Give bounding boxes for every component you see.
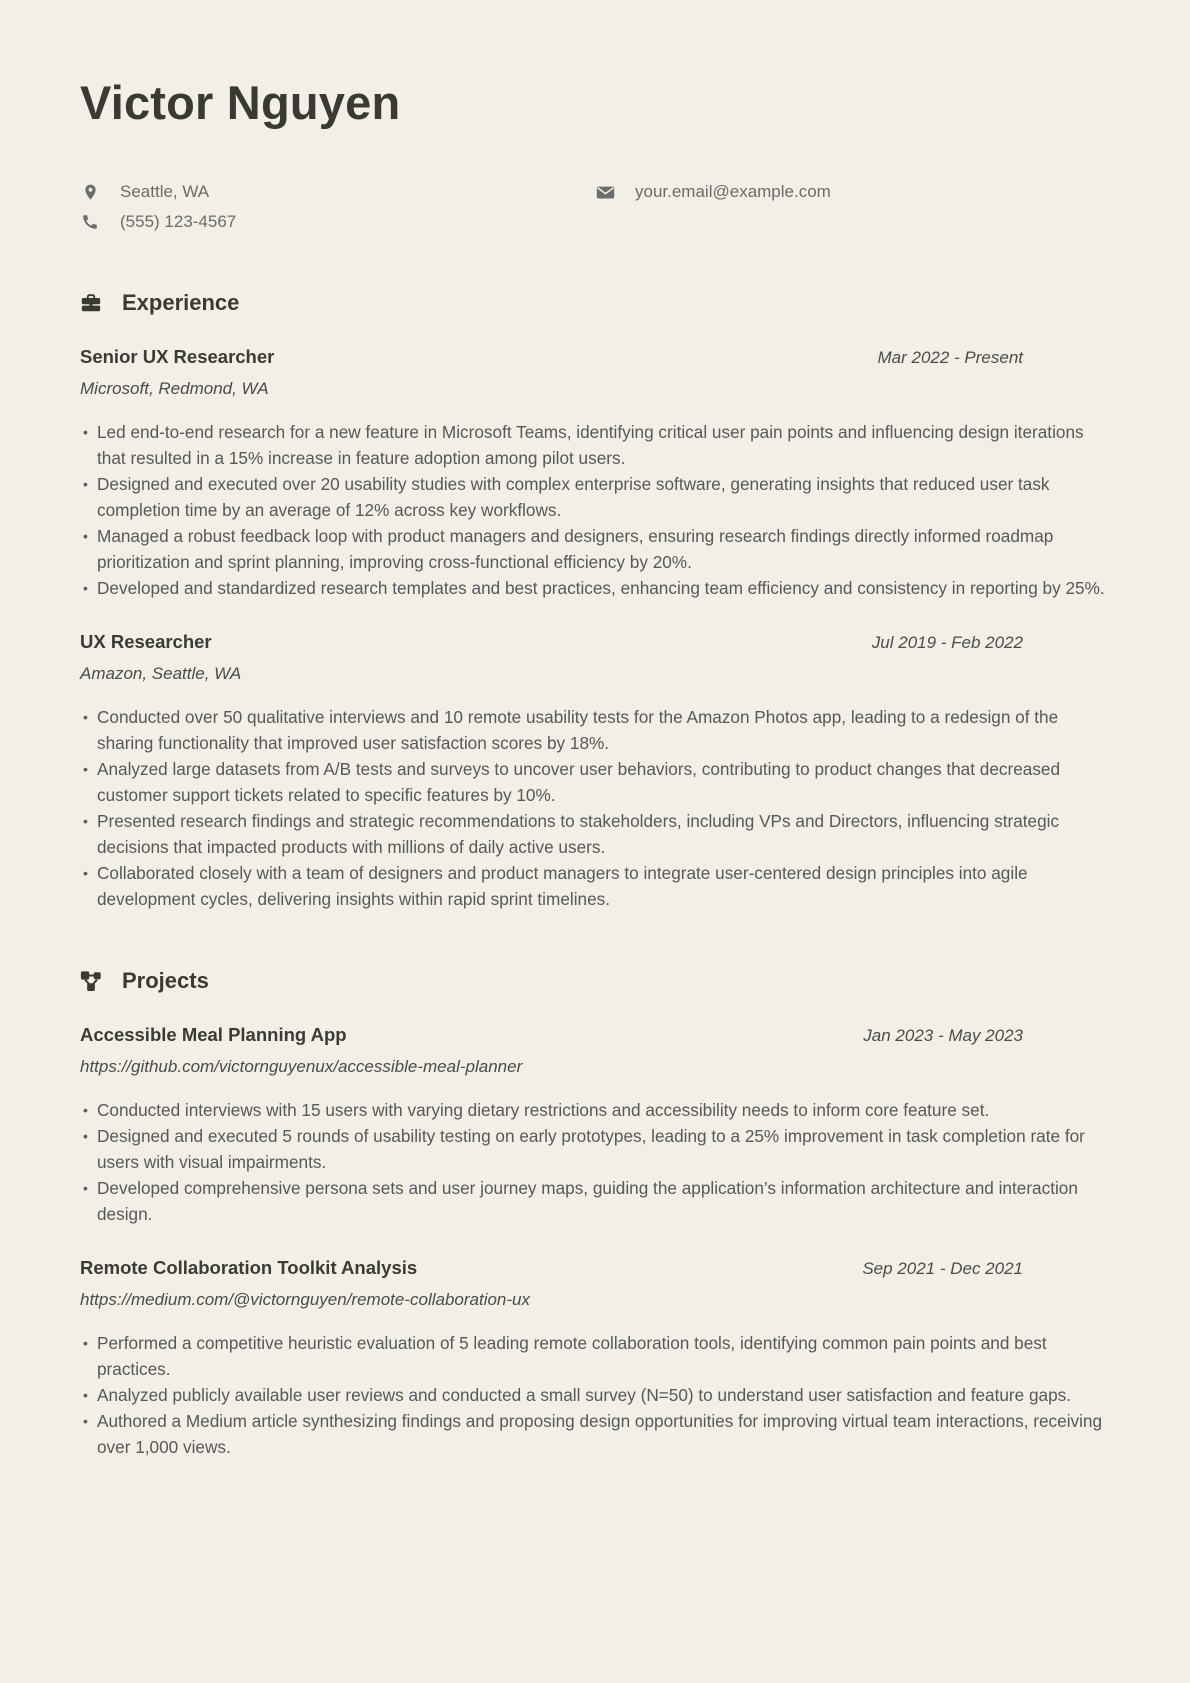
location-pin-icon [80, 183, 100, 202]
section-title: Experience [122, 290, 240, 316]
bullet-item: • Analyzed publicly available user reviews and conducted a small survey (N=50) to understand user satisfaction and feature gaps. [80, 1382, 1110, 1408]
contact-location-text: Seattle, WA [120, 182, 210, 202]
entry-subtitle: Microsoft, Redmond, WA [80, 379, 269, 399]
bullet-item: • Analyzed large datasets from A/B tests and surveys to uncover user behaviors, contributing to product changes that decreased customer support tickets related to specific features by 10%. [80, 756, 1110, 808]
entry-url: https://github.com/victornguyenux/accessible-meal-planner [80, 1057, 523, 1077]
entry-head [80, 1024, 1110, 1046]
experience-entry [80, 346, 1110, 601]
contact-email [595, 182, 1110, 202]
experience-entry [80, 631, 1110, 912]
contact-email-text: your.email@example.com [635, 182, 831, 202]
bullet-item: • Developed and standardized research templates and best practices, enhancing team efficiency and consistency in reporting by 25%. [80, 575, 1110, 601]
section-projects [80, 968, 1110, 1460]
bullet-item: • Conducted over 50 qualitative interviews and 10 remote usability tests for the Amazon Photos app, leading to a redesign of the sharing functionality that improved user satisfaction scores by 18%. [80, 704, 1110, 756]
bullet-item: • Managed a robust feedback loop with product managers and designers, ensuring research findings directly informed roadmap prioritization and sprint planning, improving cross-functional efficiency by 20%. [80, 523, 1110, 575]
section-experience [80, 290, 1110, 912]
section-header-projects [80, 968, 1110, 994]
entry-head [80, 1257, 1110, 1279]
entry-title: Remote Collaboration Toolkit Analysis [80, 1257, 418, 1279]
bullet-item: • Presented research findings and strategic recommendations to stakeholders, including VPs and Directors, influencing strategic decisions that impacted products with millions of daily active users. [80, 808, 1110, 860]
bullet-list [80, 419, 1110, 601]
project-entry [80, 1024, 1110, 1227]
bullet-item: • Designed and executed over 20 usability studies with complex enterprise software, generating insights that reduced user task completion time by an average of 12% across key workflows. [80, 471, 1110, 523]
bullet-item: • Authored a Medium article synthesizing findings and proposing design opportunities for improving virtual team interactions, receiving over 1,000 views. [80, 1408, 1110, 1460]
project-entry [80, 1257, 1110, 1460]
contact-phone [80, 212, 595, 232]
bullet-list [80, 1097, 1110, 1227]
contact-info [80, 182, 1110, 232]
diagram-project-icon [80, 970, 102, 992]
bullet-item: • Designed and executed 5 rounds of usability testing on early prototypes, leading to a 25% improvement in task completion rate for users with visual impairments. [80, 1123, 1110, 1175]
bullet-list [80, 1330, 1110, 1460]
entry-title: Accessible Meal Planning App [80, 1024, 347, 1046]
bullet-item: • Developed comprehensive persona sets and user journey maps, guiding the application’s information architecture and interaction design. [80, 1175, 1110, 1227]
bullet-item: • Collaborated closely with a team of designers and product managers to integrate user-centered design principles into agile development cycles, delivering insights within rapid sprint timelines. [80, 860, 1110, 912]
entry-date: Jul 2019 - Feb 2022 [871, 633, 1023, 653]
bullet-item: • Performed a competitive heuristic evaluation of 5 leading remote collaboration tools, identifying common pain points and best practices. [80, 1330, 1110, 1382]
entry-date: Mar 2022 - Present [877, 348, 1023, 368]
bullet-item: • Led end-to-end research for a new feature in Microsoft Teams, identifying critical user pain points and influencing design iterations that resulted in a 15% increase in feature adoption among pilot users. [80, 419, 1110, 471]
section-header-experience [80, 290, 1110, 316]
entry-date: Jan 2023 - May 2023 [863, 1026, 1023, 1046]
entry-title: UX Researcher [80, 631, 212, 653]
entry-head [80, 346, 1110, 368]
entry-date: Sep 2021 - Dec 2021 [862, 1259, 1023, 1279]
entry-url: https://medium.com/@victornguyen/remote-collaboration-ux [80, 1290, 531, 1310]
page-title: Victor Nguyen [80, 76, 401, 129]
entry-title: Senior UX Researcher [80, 346, 275, 368]
entry-head [80, 631, 1110, 653]
envelope-icon [595, 183, 615, 202]
bullet-item: • Conducted interviews with 15 users with varying dietary restrictions and accessibility needs to inform core feature set. [80, 1097, 1110, 1123]
bullet-list [80, 704, 1110, 912]
section-title: Projects [122, 968, 209, 994]
contact-location [80, 182, 595, 202]
entry-subtitle: Amazon, Seattle, WA [80, 664, 242, 684]
phone-icon [80, 213, 100, 231]
briefcase-icon [80, 292, 102, 314]
contact-phone-text: (555) 123-4567 [120, 212, 237, 232]
